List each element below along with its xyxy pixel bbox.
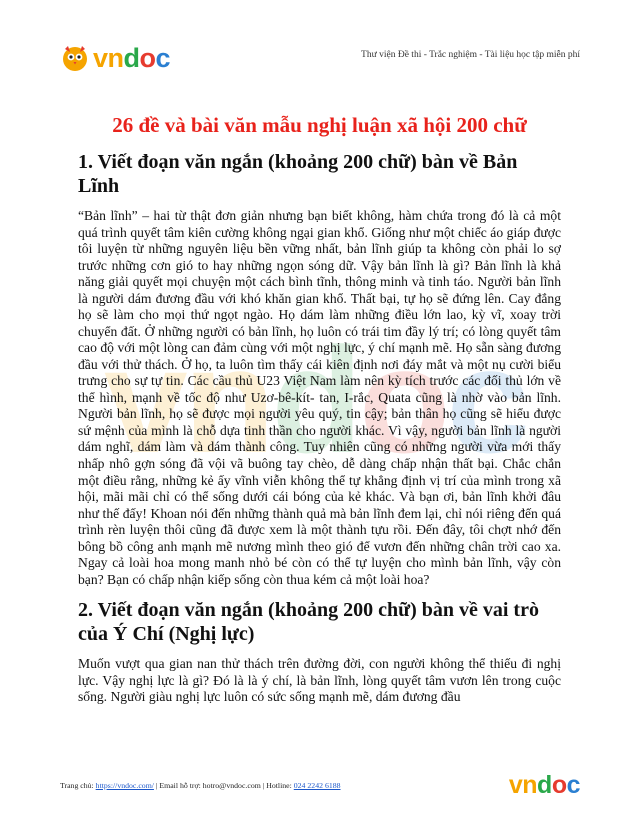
page-footer xyxy=(60,773,580,813)
vndoc-logo[interactable] xyxy=(60,40,170,76)
page-header xyxy=(60,40,580,80)
logo-wordmark: vndoc xyxy=(93,42,171,73)
document-title: 26 đề và bài văn mẫu nghị luận xã hội 200 chữ xyxy=(112,113,527,137)
footer-contact: Trang chủ: https://vndoc.com/ | Email hỗ trợ: hotro@vndoc.com | Hotline: 024 2242 6188 xyxy=(60,781,341,790)
section-heading-2: 2. Viết đoạn văn ngắn (khoảng 200 chữ) bàn về vai trò của Ý Chí (Nghị lực) xyxy=(78,599,539,646)
watermark-logo: vndoc xyxy=(104,315,526,484)
hotline-link[interactable]: 024 2242 6188 xyxy=(293,781,341,790)
home-link[interactable]: https://vndoc.com/ xyxy=(95,781,154,790)
section-paragraph-1: “Bản lĩnh” – hai từ thật đơn giản nhưng bạn biết không, hàm chứa trong đó là cả một quá trình quyết tâm kiên cường không ngại gian khổ. Giống như một chiếc áo giáp được tôi luyện từ những nguyên liệu bền vững nhất, bản lĩnh giúp ta không còn phải lo sợ trước những cơn gió to hay những ngọn sóng dữ. Vậy bản lĩnh là gì? Bản lĩnh là khả năng giải quyết mọi chuyện một cách bình tĩnh, thông minh và tinh táo. Người bản lĩnh là người dám đương đầu với khó khăn gian khổ. Thất bại, tự họ sẽ đứng lên. Cay đắng họ sẽ làm cho mọi thứ ngọt ngào. Họ dám làm những điều lớn lao, kỳ vĩ, xoay trời chuyển đất. Ở những người có bản lĩnh, họ luôn có trái tim đầy lý trí; có lòng quyết tâm cao độ với một lòng can đảm cùng với một nghị lực, ý chí mạnh mẽ. Họ sẵn sàng đương đầu với thử thách. Ở họ, ta luôn tìm thấy cái kiên định nơi đáy mắt và một nụ cười biểu trưng cho sự tự tin. Các cầu thủ U23 Việt Nam làm nên kỳ tích trước các đối thủ lớn về thể hình, mạnh về tốc độ như Uzơ-bê-kít- tan, I-rắc, Quata cũng là nhờ vào bản lĩnh. Người bản lĩnh, họ sẽ được mọi người yêu quý, tin cậy; bản thân họ cũng sẽ hiểu được sứ mệnh của mình là chỗ dựa tinh thần cho người khác. Vì vậy, người bản lĩnh là người dám nghĩ, dám làm và dám thành công. Tuy nhiên cũng có những người vừa mới thấy nhấp nhô gợn sóng đã vội vã buông tay chèo, dễ dàng chấp nhận thất bại. Chắc chắn một điều rằng, những kẻ ấy vĩnh viễn không thể tự khẳng định vị trí của mình trong xã hội, mãi mãi chỉ có thể sống dưới cái bóng của kẻ khác. Và bạn ơi, bản lĩnh khởi đâu như thế đấy! Khoan nói đến những thành quả mà bản lĩnh đem lại, chỉ nói riêng đến quá trình rèn luyện thôi cũng đã được xem là một thành tựu rồi. Đến đây, tôi chợt nhớ đến bông bồ công anh mạnh mẽ nương mình theo gió để vươn đến những chân trời cao xa. Ngay cả loài hoa mong manh nhỏ bé còn có thể tự luyện cho mình bản lĩnh, vậy còn bạn? Bạn có chấp nhận kiếp sống còn thua kém cả một loài hoa? xyxy=(78,208,561,587)
owl-emblem-icon xyxy=(60,43,90,73)
header-tagline: Thư viện Đề thi - Trắc nghiệm - Tài liệu học tập miễn phí xyxy=(361,50,580,60)
document-body xyxy=(78,112,561,716)
section-paragraph-2: Muốn vượt qua gian nan thử thách trên đường đời, con người không thể thiếu đi nghị lực. Vậy nghị lực là gì? Đó là là ý chí, là bản lĩnh, lòng quyết tâm vươn lên trong cuộc sống. Người giàu nghị lực luôn có sức sống mạnh mẽ, dám đương đầu xyxy=(78,656,561,705)
footer-vndoc-logo[interactable]: vndoc xyxy=(508,771,580,799)
section-heading-1: 1. Viết đoạn văn ngắn (khoảng 200 chữ) bàn về Bản Lĩnh xyxy=(78,151,518,198)
